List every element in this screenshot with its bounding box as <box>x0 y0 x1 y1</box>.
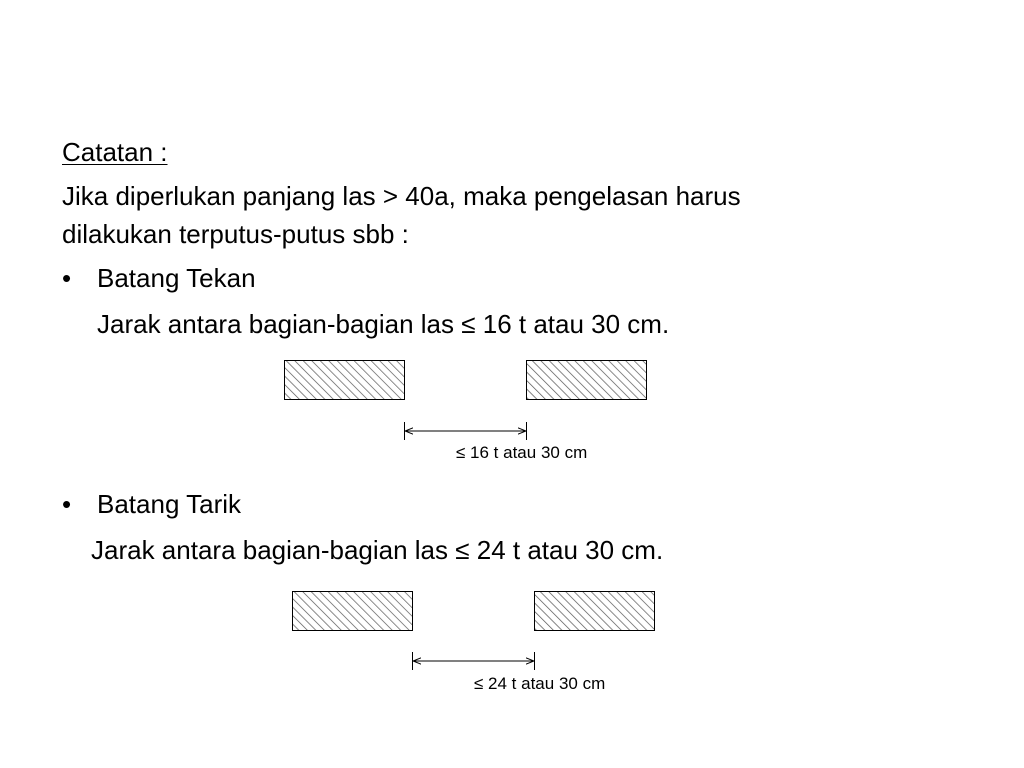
section-title-tarik: Batang Tarik <box>97 489 242 519</box>
weld-segment-right <box>535 592 655 631</box>
weld-diagram-tekan <box>280 355 660 445</box>
section-title-tekan: Batang Tekan <box>97 263 256 293</box>
dimension-label-tekan: ≤ 16 t atau 30 cm <box>456 443 588 462</box>
intro-line-1: Jika diperlukan panjang las > 40a, maka pengelasan harus <box>62 181 741 211</box>
bullet-marker: • <box>62 263 72 293</box>
intro-line-2: dilakukan terputus-putus sbb : <box>62 219 409 249</box>
weld-segment-left <box>293 592 413 631</box>
dimension-label-tarik: ≤ 24 t atau 30 cm <box>474 674 606 693</box>
section-rule-tekan: Jarak antara bagian-bagian las ≤ 16 t atau 30 cm. <box>97 309 670 339</box>
bullet-marker: • <box>62 489 72 519</box>
section-rule-tarik: Jarak antara bagian-bagian las ≤ 24 t atau 30 cm. <box>91 535 664 565</box>
weld-segment-left <box>285 361 405 400</box>
notes-heading: Catatan : <box>62 137 168 167</box>
weld-diagram-tarik <box>288 586 668 676</box>
weld-segment-right <box>527 361 647 400</box>
